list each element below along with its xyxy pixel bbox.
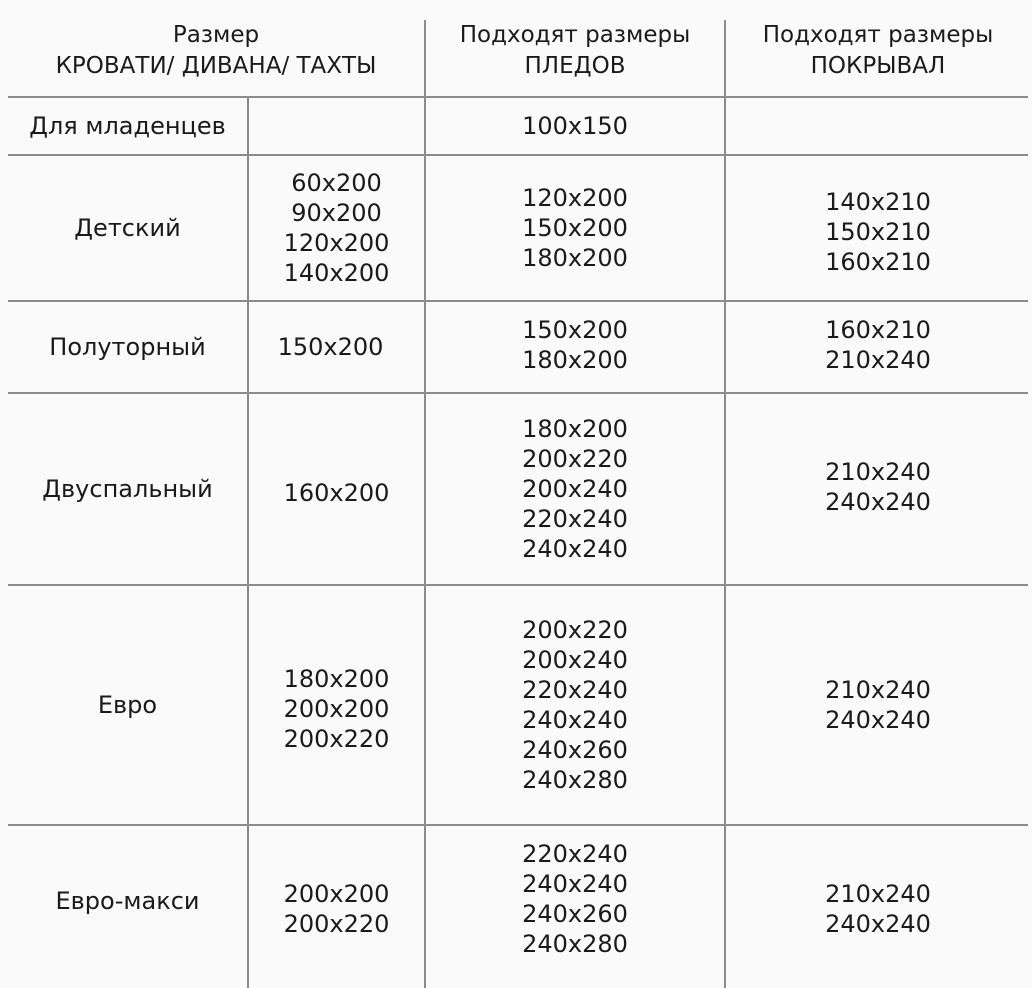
header-plaids [426, 18, 724, 84]
bed-size: 120x200 [283, 229, 390, 257]
bed-size: 180x200 [283, 665, 390, 693]
row-name: Двуспальный [42, 475, 213, 503]
plaid-size: 150x200 [522, 316, 628, 344]
covers-euro-maxi [726, 834, 1030, 984]
plaids-euro-maxi [426, 824, 724, 974]
plaid-size: 200x240 [522, 475, 628, 503]
cover-size: 160x210 [825, 316, 931, 344]
plaid-size: 180x200 [522, 346, 628, 374]
row-name-euro [8, 586, 247, 824]
row-name: Полуторный [49, 333, 206, 361]
plaids-infant [426, 98, 724, 154]
header-bed-line-1: Размер [172, 22, 260, 48]
row-name-child [8, 156, 247, 300]
header-plaids-line-2: ПЛЕДОВ [524, 53, 626, 79]
header-bed-line-2: КРОВАТИ/ ДИВАНА/ ТАХТЫ [55, 53, 377, 79]
plaid-size: 240x240 [522, 535, 628, 563]
bed-size: 90x200 [291, 199, 382, 227]
cover-size: 240x240 [825, 488, 931, 516]
bed-sizes-child [249, 156, 424, 300]
plaid-size: 180x200 [522, 415, 628, 443]
plaid-size: 150x200 [522, 214, 628, 242]
header-covers-line-1: Подходят размеры [762, 22, 994, 48]
cover-size: 210x240 [825, 880, 931, 908]
cover-size: 240x240 [825, 910, 931, 938]
cover-size: 210x240 [825, 676, 931, 704]
header-covers [726, 18, 1030, 84]
cover-size: 240x240 [825, 706, 931, 734]
bed-sizes-one-and-half [249, 302, 412, 392]
bed-size: 60x200 [291, 169, 382, 197]
plaids-euro [426, 586, 724, 824]
bed-size: 200x200 [283, 880, 390, 908]
plaid-size: 220x240 [522, 505, 628, 533]
row-name: Евро [97, 691, 158, 719]
row-name-euro-maxi [8, 826, 247, 976]
header-bed-size [8, 18, 424, 84]
plaid-size: 240x240 [522, 706, 628, 734]
bed-size: 200x200 [283, 695, 390, 723]
plaid-size: 240x280 [522, 930, 628, 958]
bed-size: 150x200 [277, 333, 384, 361]
header-plaids-line-1: Подходят размеры [459, 22, 691, 48]
row-name-infant [8, 98, 247, 154]
row-name: Для младенцев [29, 112, 226, 140]
row-name-one-and-half [8, 302, 247, 392]
row-name: Детский [74, 214, 181, 242]
plaid-size: 120x200 [522, 184, 628, 212]
covers-euro [726, 586, 1030, 824]
bed-size: 200x220 [283, 910, 390, 938]
plaid-size: 240x260 [522, 736, 628, 764]
bed-sizes-euro [249, 590, 424, 828]
bed-size: 160x200 [283, 479, 390, 507]
plaids-one-and-half [426, 300, 724, 390]
row-name: Евро-макси [55, 887, 200, 915]
plaid-size: 100x150 [522, 112, 628, 140]
cover-size: 160x210 [825, 248, 931, 276]
plaids-child [426, 156, 724, 300]
covers-child [726, 160, 1030, 304]
cover-size: 140x210 [825, 188, 931, 216]
header-covers-line-2: ПОКРЫВАЛ [810, 53, 946, 79]
covers-one-and-half [726, 300, 1030, 390]
plaid-size: 180x200 [522, 244, 628, 272]
plaids-double [426, 394, 724, 584]
plaid-size: 200x220 [522, 616, 628, 644]
covers-double [726, 392, 1030, 582]
plaid-size: 240x280 [522, 766, 628, 794]
cover-size: 150x210 [825, 218, 931, 246]
bed-sizes-double [249, 398, 424, 588]
row-name-double [8, 394, 247, 584]
plaid-size: 200x220 [522, 445, 628, 473]
cover-size: 210x240 [825, 458, 931, 486]
plaid-size: 220x240 [522, 676, 628, 704]
plaid-size: 240x260 [522, 900, 628, 928]
cover-size: 210x240 [825, 346, 931, 374]
bed-size: 140x200 [283, 259, 390, 287]
plaid-size: 220x240 [522, 840, 628, 868]
bed-sizes-euro-maxi [249, 834, 424, 984]
plaid-size: 240x240 [522, 870, 628, 898]
plaid-size: 200x240 [522, 646, 628, 674]
bed-size: 200x220 [283, 725, 390, 753]
